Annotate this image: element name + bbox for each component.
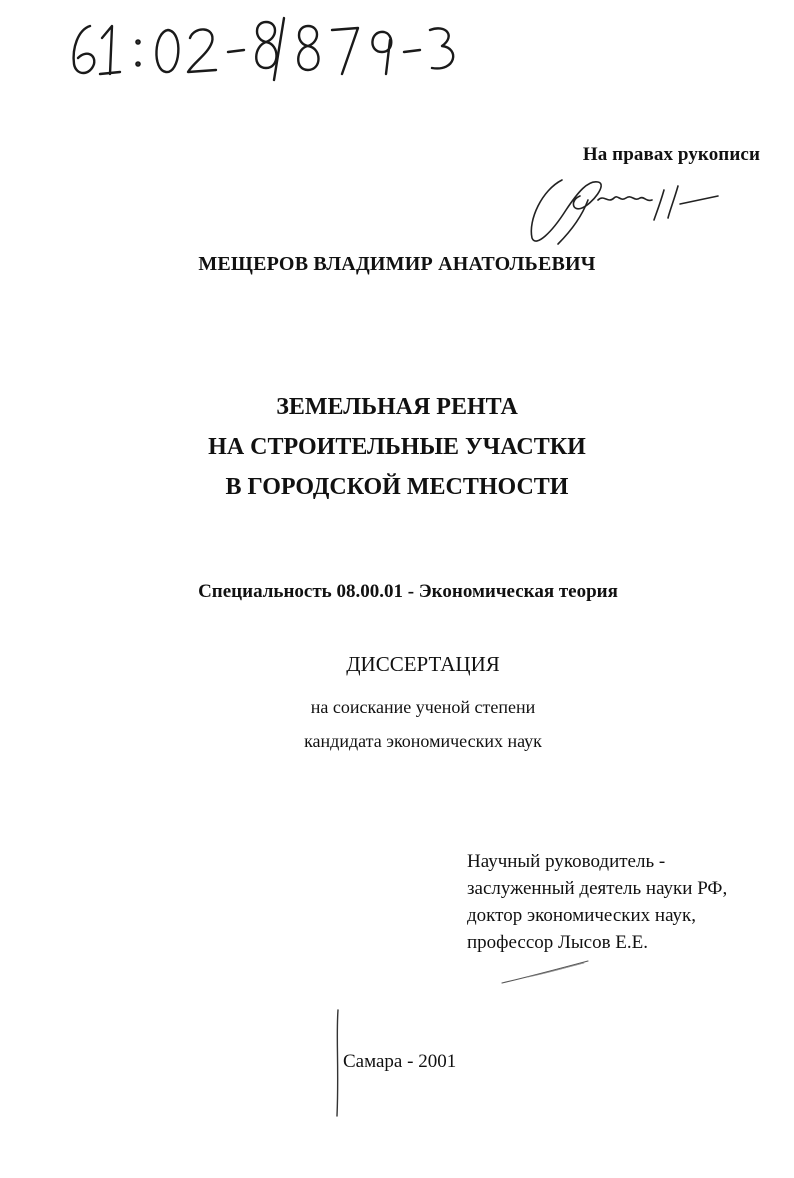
supervisor-line: заслуженный деятель науки РФ, (467, 878, 728, 899)
degree-line: кандидата экономических наук (304, 731, 542, 751)
title-line: НА СТРОИТЕЛЬНЫЕ УЧАСТКИ (208, 434, 586, 460)
degree-line: на соискание ученой степени (310, 697, 536, 717)
supervisor-line: Научный руководитель - (467, 851, 666, 872)
title-line: ЗЕМЕЛЬНАЯ РЕНТА (276, 394, 518, 420)
supervisor-block (467, 848, 787, 956)
rights-note: На правах рукописи (582, 144, 760, 165)
supervisor-signature-drawing (498, 955, 598, 987)
title-line: В ГОРОДСКОЙ МЕСТНОСТИ (225, 474, 569, 500)
signature-drawing (522, 170, 732, 250)
supervisor-line: доктор экономических наук, (467, 905, 697, 926)
supervisor-line: профессор Лысов Е.Е. (467, 932, 649, 953)
archive-code-drawing (68, 8, 468, 88)
archive-code-handwritten (68, 8, 468, 88)
city-year: Самара - 2001 (343, 1051, 457, 1072)
degree-statement (0, 690, 794, 758)
author-name: МЕЩЕРОВ ВЛАДИМИР АНАТОЛЬЕВИЧ (198, 253, 596, 275)
supervisor-signature (498, 955, 598, 987)
dissertation-title (0, 387, 794, 507)
author-signature (522, 170, 732, 250)
work-type: ДИССЕРТАЦИЯ (346, 652, 500, 676)
specialty: Специальность 08.00.01 - Экономическая теория (198, 581, 618, 602)
